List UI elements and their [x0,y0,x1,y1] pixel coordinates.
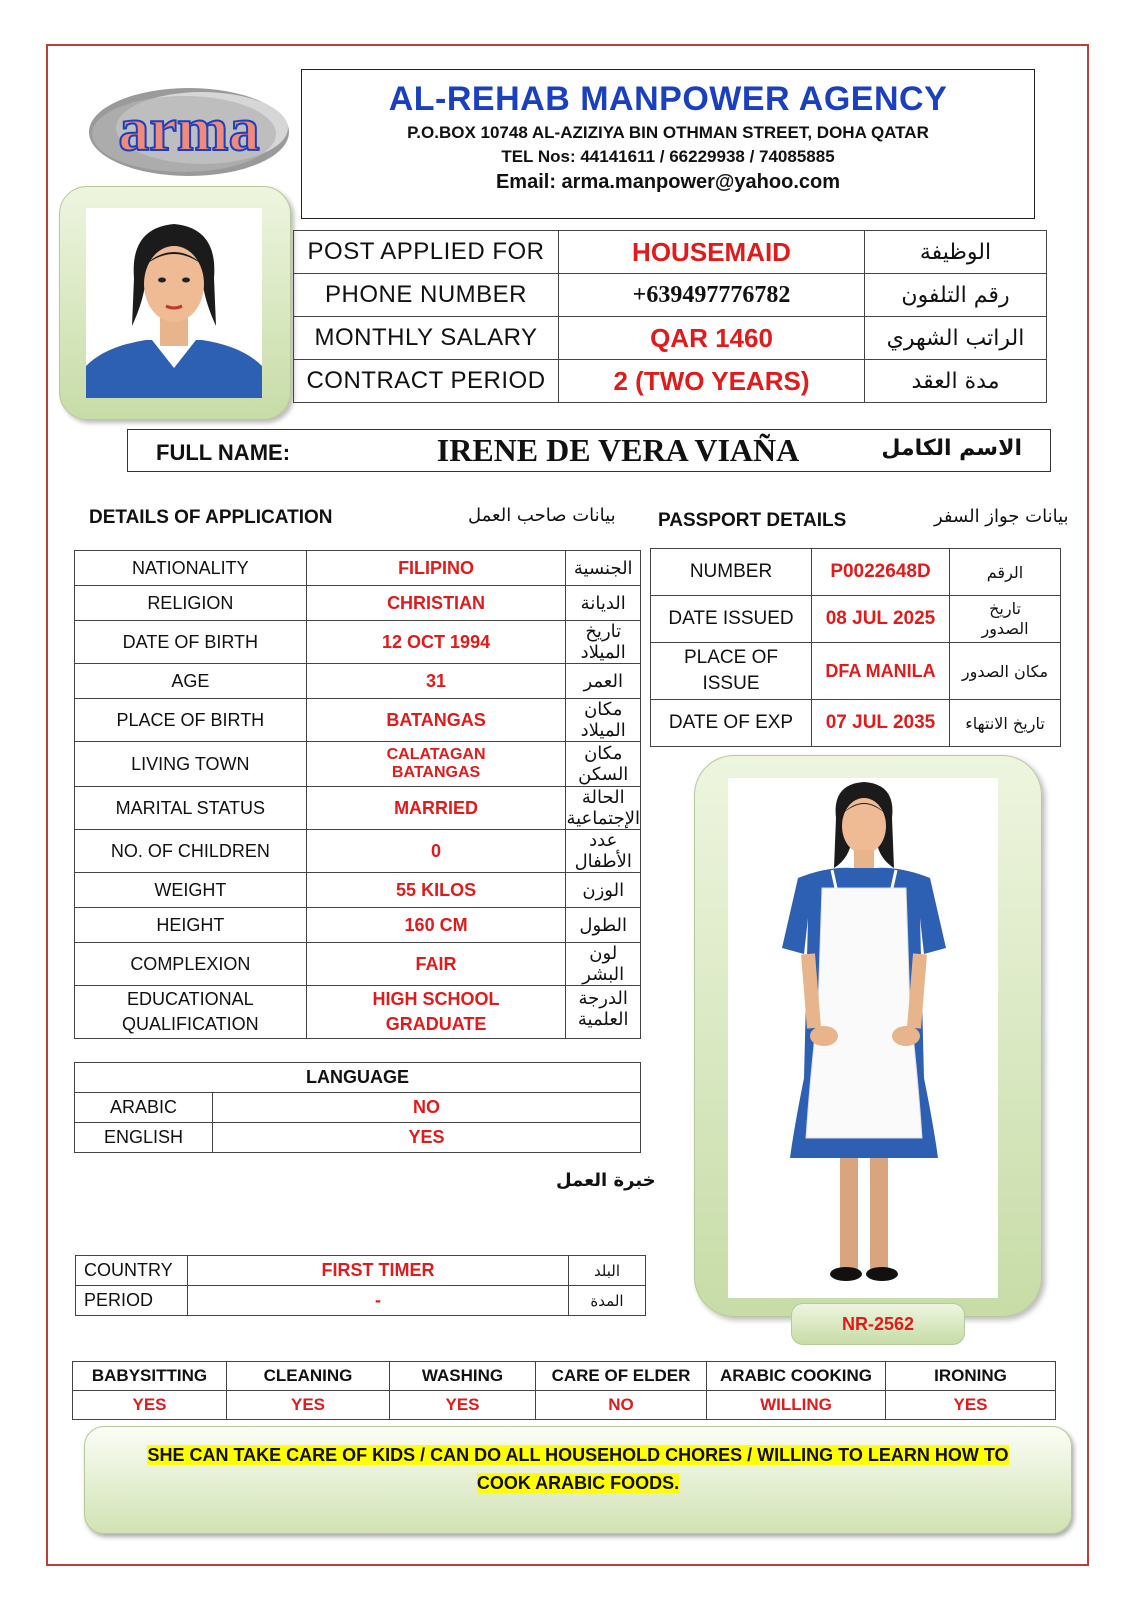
salary-label-ar: الراتب الشهري [865,317,1047,360]
table-row [75,742,641,787]
cell-value: CHRISTIAN [306,586,566,621]
cell-label-ar: العمر [566,664,641,699]
cell-label: ENGLISH [75,1123,213,1153]
cell-value: FAIR [306,943,566,986]
passport-title: PASSPORT DETAILS [658,510,847,531]
cell-value: - [188,1286,569,1316]
cell-label: PERIOD [76,1286,188,1316]
agency-tel: TEL Nos: 44141611 / 66229938 / 74085885 [501,147,835,166]
table-row [294,317,1047,360]
application-title: DETAILS OF APPLICATION [89,507,333,528]
cell-label: MARITAL STATUS [75,787,307,830]
cell-value: 07 JUL 2035 [812,700,950,747]
cell-label-ar: تاريخ الصدور [950,596,1061,643]
cell-value: 160 CM [306,908,566,943]
skill-value: YES [227,1391,390,1420]
cell-value: HIGH SCHOOL GRADUATE [306,986,566,1039]
language-table [74,1062,641,1153]
skills-table [72,1361,1056,1420]
agency-header [301,69,1035,219]
skill-value: YES [886,1391,1056,1420]
full-name-label-ar: الاسم الكامل [881,436,1022,461]
salary-value: QAR 1460 [559,317,865,360]
table-row [75,1093,641,1123]
cell-label-ar: مكان السكن [566,742,641,787]
table-row [75,621,641,664]
table-row [73,1391,1056,1420]
table-row [75,986,641,1039]
cell-value: 55 KILOS [306,873,566,908]
remarks-box [84,1426,1072,1534]
cell-label: PLACE OF ISSUE [651,643,812,700]
cell-label: HEIGHT [75,908,307,943]
cell-value: P0022648D [812,549,950,596]
cell-label-ar: عدد الأطفال [566,830,641,873]
table-row [75,551,641,586]
skill-label: IRONING [886,1362,1056,1391]
skill-label: BABYSITTING [73,1362,227,1391]
skill-value: WILLING [707,1391,886,1420]
post-value: HOUSEMAID [559,231,865,274]
cell-label: NUMBER [651,549,812,596]
phone-value: +639497776782 [559,274,865,317]
passport-table [650,548,1061,747]
cell-label-ar: الحالة الإجتماعية [566,787,640,829]
svg-text:arma: arma [118,96,260,164]
cell-value: FILIPINO [306,551,566,586]
table-row [651,549,1061,596]
cell-label: PLACE OF BIRTH [75,699,307,742]
table-row [294,274,1047,317]
cell-label: NO. OF CHILDREN [75,830,307,873]
passport-title-ar: بيانات جواز السفر [934,506,1069,527]
skill-label: CLEANING [227,1362,390,1391]
cell-value: MARRIED [306,787,566,830]
application-title-ar: بيانات صاحب العمل [468,505,616,526]
cell-label: DATE OF BIRTH [75,621,307,664]
cell-value: 12 OCT 1994 [306,621,566,664]
cell-label: ARABIC [75,1093,213,1123]
cell-value: 0 [306,830,566,873]
cell-label-ar: الرقم [950,549,1061,596]
phone-label-ar: رقم التلفون [865,274,1047,317]
full-name-value: IRENE DE VERA VIAÑA [436,432,800,468]
post-details-table [293,230,1047,403]
table-row [75,586,641,621]
post-label: POST APPLIED FOR [294,231,559,274]
application-table [74,550,641,1039]
table-row [75,830,641,873]
skill-label: CARE OF ELDER [536,1362,707,1391]
cell-value: NO [213,1093,641,1123]
table-row [651,596,1061,643]
language-title: LANGUAGE [75,1063,641,1093]
agency-logo [84,82,294,178]
portrait-photo [86,208,262,398]
cell-label: WEIGHT [75,873,307,908]
cell-value: DFA MANILA [812,643,950,700]
cell-label: DATE ISSUED [651,596,812,643]
cell-label-ar: لون البشر [566,943,641,986]
table-row [76,1286,646,1316]
skill-value: YES [73,1391,227,1420]
cell-label-ar: الوزن [566,873,641,908]
table-row [294,360,1047,403]
cell-label-ar: الجنسية [566,551,641,586]
cell-label-ar: الدرجة العلمية [566,986,641,1039]
full-name-label: FULL NAME: [156,440,291,465]
table-row [73,1362,1056,1391]
experience-title-ar: خبرة العمل [556,1170,656,1191]
table-row [75,1123,641,1153]
table-row [651,700,1061,747]
cell-label-ar: الطول [566,908,641,943]
cell-label: LIVING TOWN [75,742,307,787]
agency-name: AL-REHAB MANPOWER AGENCY [388,80,948,118]
cell-label-ar: مكان الصدور [950,643,1061,700]
skill-value: NO [536,1391,707,1420]
remarks-text: SHE CAN TAKE CARE OF KIDS / CAN DO ALL HOUSEHOLD CHORES / WILLING TO LEARN HOW TO COOK ARABIC FOODS. [147,1445,1009,1493]
post-label-ar: الوظيفة [865,231,1047,274]
cell-label: EDUCATIONAL QUALIFICATION [75,986,307,1039]
cell-label: DATE OF EXP [651,700,812,747]
agency-email: Email: arma.manpower@yahoo.com [495,171,841,193]
table-row [75,873,641,908]
cell-label-ar: البلد [569,1256,646,1286]
cell-value: 31 [306,664,566,699]
contract-label-ar: مدة العقد [865,360,1047,403]
cell-label-ar: الديانة [566,586,641,621]
experience-table [75,1255,646,1316]
cell-label-ar: المدة [569,1286,646,1316]
skill-label: ARABIC COOKING [707,1362,886,1391]
table-row [75,787,641,830]
table-row [76,1256,646,1286]
cell-label: NATIONALITY [75,551,307,586]
table-row [651,643,1061,700]
salary-label: MONTHLY SALARY [294,317,559,360]
cell-value: CALATAGAN BATANGAS [306,742,566,787]
cell-label-ar: تاريخ الانتهاء [950,700,1061,747]
agency-address: P.O.BOX 10748 AL-AZIZIYA BIN OTHMAN STREET, DOHA QATAR [407,123,929,142]
reference-number: NR-2562 [791,1303,965,1345]
cell-label-ar: تاريخ الميلاد [566,621,641,664]
cell-label: AGE [75,664,307,699]
table-row [75,1063,641,1093]
full-body-photo [728,778,998,1298]
cell-value: BATANGAS [306,699,566,742]
contract-label: CONTRACT PERIOD [294,360,559,403]
table-row [75,943,641,986]
cell-value: FIRST TIMER [188,1256,569,1286]
cell-label: COMPLEXION [75,943,307,986]
table-row [75,664,641,699]
cell-label: COUNTRY [76,1256,188,1286]
cell-value: 08 JUL 2025 [812,596,950,643]
phone-label: PHONE NUMBER [294,274,559,317]
cell-value: YES [213,1123,641,1153]
table-row [294,231,1047,274]
skill-label: WASHING [390,1362,536,1391]
cell-label: RELIGION [75,586,307,621]
contract-value: 2 (TWO YEARS) [559,360,865,403]
cell-label-ar: مكان الميلاد [566,699,641,742]
table-row [75,699,641,742]
full-name-bar [127,429,1051,472]
table-row [75,908,641,943]
skill-value: YES [390,1391,536,1420]
